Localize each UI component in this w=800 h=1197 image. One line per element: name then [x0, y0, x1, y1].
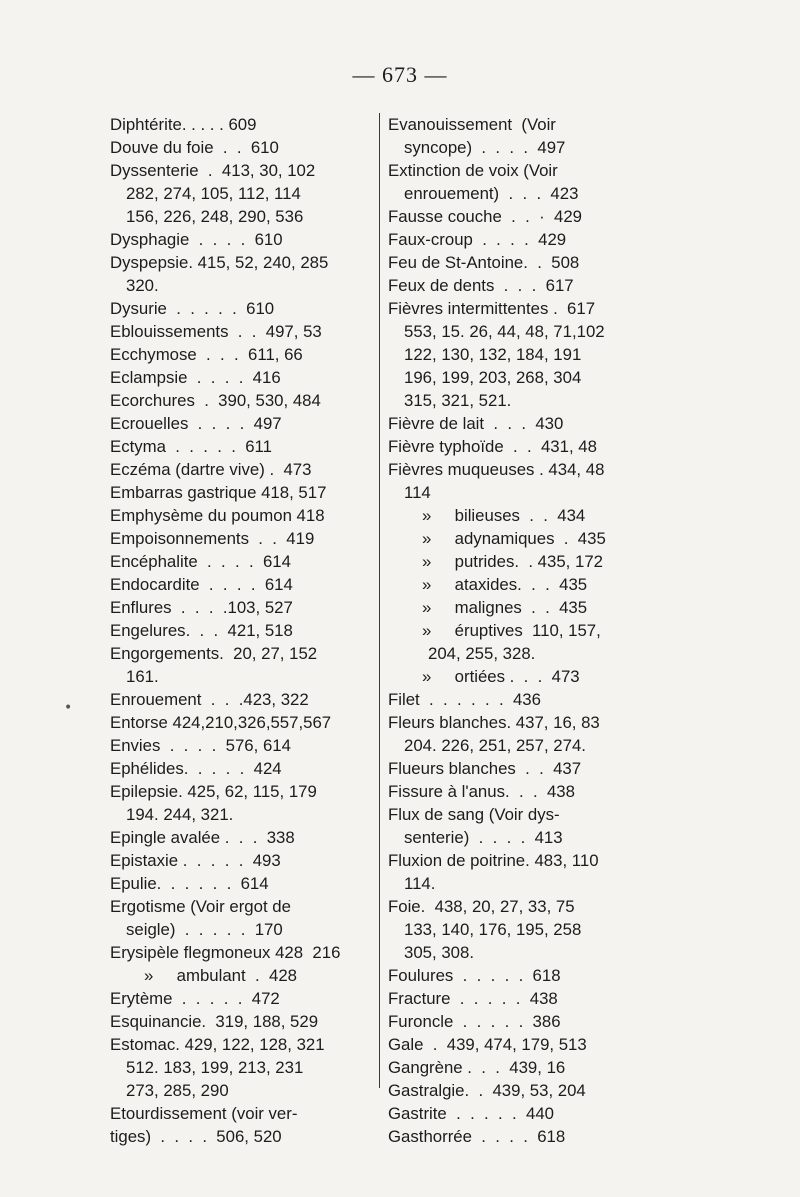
index-entry: Fièvres intermittentes . 617	[388, 299, 596, 318]
index-entry-continuation: 553, 15. 26, 44, 48, 71,102	[404, 322, 605, 341]
index-subentry: » adynamiques . 435	[422, 529, 606, 548]
index-entry: Ergotisme (Voir ergot de	[110, 897, 291, 916]
index-entry: Fièvre typhoïde . . 431, 48	[388, 437, 597, 456]
index-entry-continuation: 204. 226, 251, 257, 274.	[404, 736, 586, 755]
index-entry-continuation: 114.	[404, 874, 436, 893]
index-entry: Etourdissement (voir ver-	[110, 1104, 298, 1123]
index-entry: Engorgements. 20, 27, 152	[110, 644, 318, 663]
index-entry: Douve du foie . . 610	[110, 138, 279, 157]
index-entry: tiges) . . . . 506, 520	[110, 1127, 282, 1146]
index-entry: Epulie. . . . . . 614	[110, 874, 269, 893]
index-entry-continuation: syncope) . . . . 497	[404, 138, 566, 157]
index-entry: Ecorchures . 390, 530, 484	[110, 391, 321, 410]
index-entry: Empoisonnements . . 419	[110, 529, 315, 548]
column-divider	[379, 113, 380, 1088]
index-entry-continuation: 114	[404, 483, 431, 502]
index-subentry: » malignes . . 435	[422, 598, 588, 617]
index-entry: Furoncle . . . . . 386	[388, 1012, 561, 1031]
index-entry: Gale . 439, 474, 179, 513	[388, 1035, 587, 1054]
index-entry: Foie. 438, 20, 27, 33, 75	[388, 897, 575, 916]
index-entry: Gasthorrée . . . . 618	[388, 1127, 566, 1146]
index-entry-continuation: 196, 199, 203, 268, 304	[404, 368, 582, 387]
index-entry-continuation: 161.	[126, 667, 159, 686]
index-entry: Fausse couche . . · 429	[388, 207, 583, 226]
index-entry: Evanouissement (Voir	[388, 115, 556, 134]
index-entry-continuation: 122, 130, 132, 184, 191	[404, 345, 582, 364]
index-entry: Enflures . . . .103, 527	[110, 598, 293, 617]
index-column-right	[388, 113, 657, 1148]
index-entry: Enrouement . . .423, 322	[110, 690, 309, 709]
index-entry-continuation: 320.	[126, 276, 159, 295]
index-entry: Eblouissements . . 497, 53	[110, 322, 322, 341]
index-entry-continuation: 315, 321, 521.	[404, 391, 512, 410]
index-entry: Ecchymose . . . 611, 66	[110, 345, 303, 364]
index-column-left	[110, 113, 372, 1148]
index-entry: Epistaxie . . . . . 493	[110, 851, 281, 870]
index-entry: Estomac. 429, 122, 128, 321	[110, 1035, 325, 1054]
index-entry: Ecrouelles . . . . 497	[110, 414, 282, 433]
index-entry: Foulures . . . . . 618	[388, 966, 561, 985]
index-entry: Eclampsie . . . . 416	[110, 368, 281, 387]
index-entry: Flueurs blanches . . 437	[388, 759, 582, 778]
index-entry: Diphtérite. . . . . 609	[110, 115, 257, 134]
index-entry: Erysipèle flegmoneux 428 216	[110, 943, 341, 962]
index-entry-continuation: 282, 274, 105, 112, 114	[126, 184, 301, 203]
index-entry: Dysphagie . . . . 610	[110, 230, 283, 249]
index-entry: Fluxion de poitrine. 483, 110	[388, 851, 599, 870]
index-entry: Erytème . . . . . 472	[110, 989, 280, 1008]
index-entry: Embarras gastrique 418, 517	[110, 483, 327, 502]
index-entry: Dyssenterie . 413, 30, 102	[110, 161, 316, 180]
index-entry-continuation: 512. 183, 199, 213, 231	[126, 1058, 304, 1077]
index-entry-continuation: 204, 255, 328.	[428, 644, 536, 663]
index-entry: Faux-croup . . . . 429	[388, 230, 567, 249]
index-subentry: » éruptives 110, 157,	[422, 621, 601, 640]
index-entry-continuation: 133, 140, 176, 195, 258	[404, 920, 582, 939]
index-entry: Gangrène . . . 439, 16	[388, 1058, 566, 1077]
index-entry-continuation: 156, 226, 248, 290, 536	[126, 207, 304, 226]
index-entry: Engelures. . . 421, 518	[110, 621, 293, 640]
index-entry-continuation: 273, 285, 290	[126, 1081, 229, 1100]
index-subentry: » ortiées . . . 473	[422, 667, 580, 686]
index-entry: Ectyma . . . . . 611	[110, 437, 272, 456]
index-subentry: » putrides. . 435, 172	[422, 552, 603, 571]
index-entry: Encéphalite . . . . 614	[110, 552, 291, 571]
index-subentry: » bilieuses . . 434	[422, 506, 586, 525]
index-entry: Endocardite . . . . 614	[110, 575, 293, 594]
index-entry: Extinction de voix (Voir	[388, 161, 558, 180]
index-entry: Flux de sang (Voir dys-	[388, 805, 560, 824]
margin-mark: •	[64, 700, 73, 716]
index-entry: Fracture . . . . . 438	[388, 989, 558, 1008]
index-entry-continuation: enrouement) . . . 423	[404, 184, 579, 203]
index-entry: Envies . . . . 576, 614	[110, 736, 291, 755]
index-entry: Feux de dents . . . 617	[388, 276, 574, 295]
index-entry-continuation: seigle) . . . . . 170	[126, 920, 283, 939]
index-entry: Epilepsie. 425, 62, 115, 179	[110, 782, 317, 801]
index-entry: Ephélides. . . . . 424	[110, 759, 282, 778]
index-entry: Dyspepsie. 415, 52, 240, 285	[110, 253, 329, 272]
index-subentry: » ataxides. . . 435	[422, 575, 588, 594]
index-entry-continuation: 305, 308.	[404, 943, 474, 962]
index-entry: Eczéma (dartre vive) . 473	[110, 460, 312, 479]
index-entry: Fièvre de lait . . . 430	[388, 414, 564, 433]
index-entry: Fissure à l'anus. . . 438	[388, 782, 575, 801]
index-entry: Gastrite . . . . . 440	[388, 1104, 555, 1123]
index-entry: Fièvres muqueuses . 434, 48	[388, 460, 605, 479]
index-entry: Entorse 424,210,326,557,567	[110, 713, 332, 732]
index-entry: Esquinancie. 319, 188, 529	[110, 1012, 319, 1031]
index-entry: Epingle avalée . . . 338	[110, 828, 295, 847]
index-entry: Emphysème du poumon 418	[110, 506, 325, 525]
index-subentry: » ambulant . 428	[144, 966, 297, 985]
index-entry: Feu de St-Antoine. . 508	[388, 253, 580, 272]
page-number: — 673 —	[352, 62, 448, 87]
index-entry: Dysurie . . . . . 610	[110, 299, 275, 318]
index-entry: Filet . . . . . . 436	[388, 690, 541, 709]
index-entry: Gastralgie. . 439, 53, 204	[388, 1081, 586, 1100]
index-entry: Fleurs blanches. 437, 16, 83	[388, 713, 600, 732]
index-entry-continuation: 194. 244, 321.	[126, 805, 234, 824]
index-entry-continuation: senterie) . . . . 413	[404, 828, 563, 847]
